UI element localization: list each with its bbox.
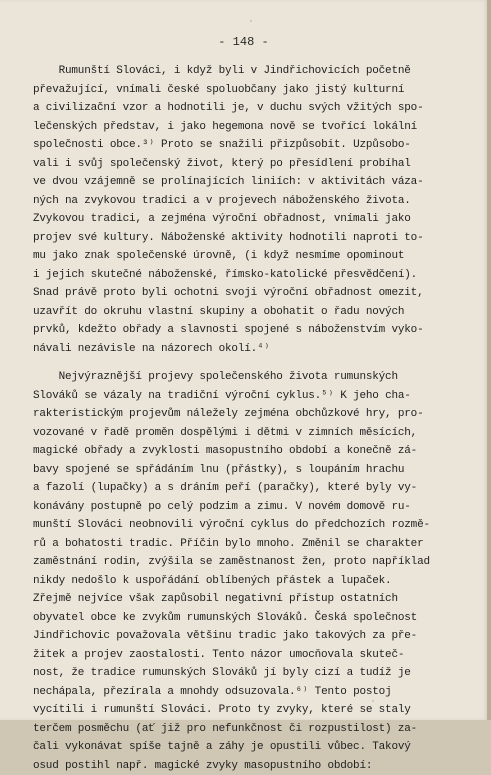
text-line: vali i svůj společenský život, který po přesídlení probíhal: [33, 155, 463, 174]
text-line: nost, že tradice rumunských Slováků jí byly cizí a tudíž je: [33, 664, 463, 683]
text-line: mu jako znak společenské úrovně, (i když nesmíme opominout: [33, 247, 463, 266]
text-line: zaměstnání rodin, zvýšila se zaměstnanost žen, proto například: [33, 553, 463, 572]
text-line: a fazolí (lupačky) a s dráním peří (paračky), které byly vy-: [33, 479, 463, 498]
text-line: čali vykonávat spíše tajně a záhy je opustili vůbec. Takový: [33, 738, 463, 757]
text-line: Jindřichovic považovala většinu tradic jako takových za pře-: [33, 627, 463, 646]
body-text: [33, 62, 463, 775]
paper-speck: [372, 700, 374, 702]
text-line: magické obřady a zvyklosti masopustního období a konečně zá-: [33, 442, 463, 461]
text-line: Slováků se vázaly na tradiční výroční cyklus.⁵⁾ K jeho cha-: [33, 387, 463, 406]
text-line: terčem posměchu (ať již pro nefunkčnost či rozpustilost) za-: [33, 720, 463, 739]
text-line: Zřejmě nejvíce však zapůsobil negativní přístup ostatních: [33, 590, 463, 609]
text-line: osud postihl např. magické zvyky masopustního období:: [33, 757, 463, 775]
text-line: Rumunští Slováci, i když byli v Jindřichovicích početně: [33, 62, 463, 81]
text-line: munští Slováci neobnovili výroční cyklus do předchozích rozmě-: [33, 516, 463, 535]
text-line: nechápala, přezírala a mnohdy odsuzovala.⁶⁾ Tento postoj: [33, 683, 463, 702]
text-line: uzavřít do okruhu vlastní skupiny a obohatit o řadu nových: [33, 303, 463, 322]
text-line: žitek a projev zaostalosti. Tento názor umocňovala skuteč-: [33, 646, 463, 665]
paper-speck: [250, 20, 252, 22]
page-edge: [487, 0, 491, 720]
text-line: ných na zvykovou tradici a v projevech náboženského života.: [33, 192, 463, 211]
paragraph-2: [33, 368, 463, 775]
text-line: společnosti obce.³⁾ Proto se snažili přizpůsobit. Uzpůsobo-: [33, 136, 463, 155]
text-line: vycítili i rumunští Slováci. Proto ty zvyky, které se staly: [33, 701, 463, 720]
text-line: vozované v řadě proměn dospělými i dětmi v zimních měsících,: [33, 424, 463, 443]
text-line: projev své kultury. Náboženské aktivity hodnotili naproti to-: [33, 229, 463, 248]
paragraph-1: [33, 62, 463, 358]
text-line: Zvykovou tradici, a zejména výroční obřadnost, vnímali jako: [33, 210, 463, 229]
text-line: i jejich skutečné náboženské, římsko-katolické přesvědčení).: [33, 266, 463, 285]
text-line: Snad právě proto byli ochotni svoji výroční obřadnost omezit,: [33, 284, 463, 303]
text-line: prvků, kdežto obřady a slavnosti spojené s náboženstvím vyko-: [33, 321, 463, 340]
text-line: rakteristickým projevům náležely zejména obchůzkové hry, pro-: [33, 405, 463, 424]
page-number: - 148 -: [0, 35, 487, 49]
text-line: a civilizační vzor a hodnotili je, v duchu svých vžitých spo-: [33, 99, 463, 118]
text-line: konávány postupně po celý podzim a zimu. V novém domově ru-: [33, 498, 463, 517]
text-line: převažující, vnímali české spoluobčany jako jistý kulturní: [33, 81, 463, 100]
text-line: nikdy nedošlo k uspořádání oblíbených přástek a lupaček.: [33, 572, 463, 591]
text-line: bavy spojené se spřádáním lnu (přástky), s loupáním hrachu: [33, 461, 463, 480]
text-line: Nejvýraznější projevy společenského života rumunských: [33, 368, 463, 387]
paragraph-gap: [33, 358, 463, 368]
text-line: obyvatel obce ke zvykům rumunských Slováků. Česká společnost: [33, 609, 463, 628]
text-line: návali nezávisle na názorech okolí.⁴⁾: [33, 340, 463, 359]
text-line: rů a bohatosti tradic. Příčin bylo mnoho. Změnil se charakter: [33, 535, 463, 554]
text-line: lečenských představ, i jako hegemona nově se tvořící lokální: [33, 118, 463, 137]
text-line: ve dvou vzájemně se prolínajících liniích: v aktivitách váza-: [33, 173, 463, 192]
